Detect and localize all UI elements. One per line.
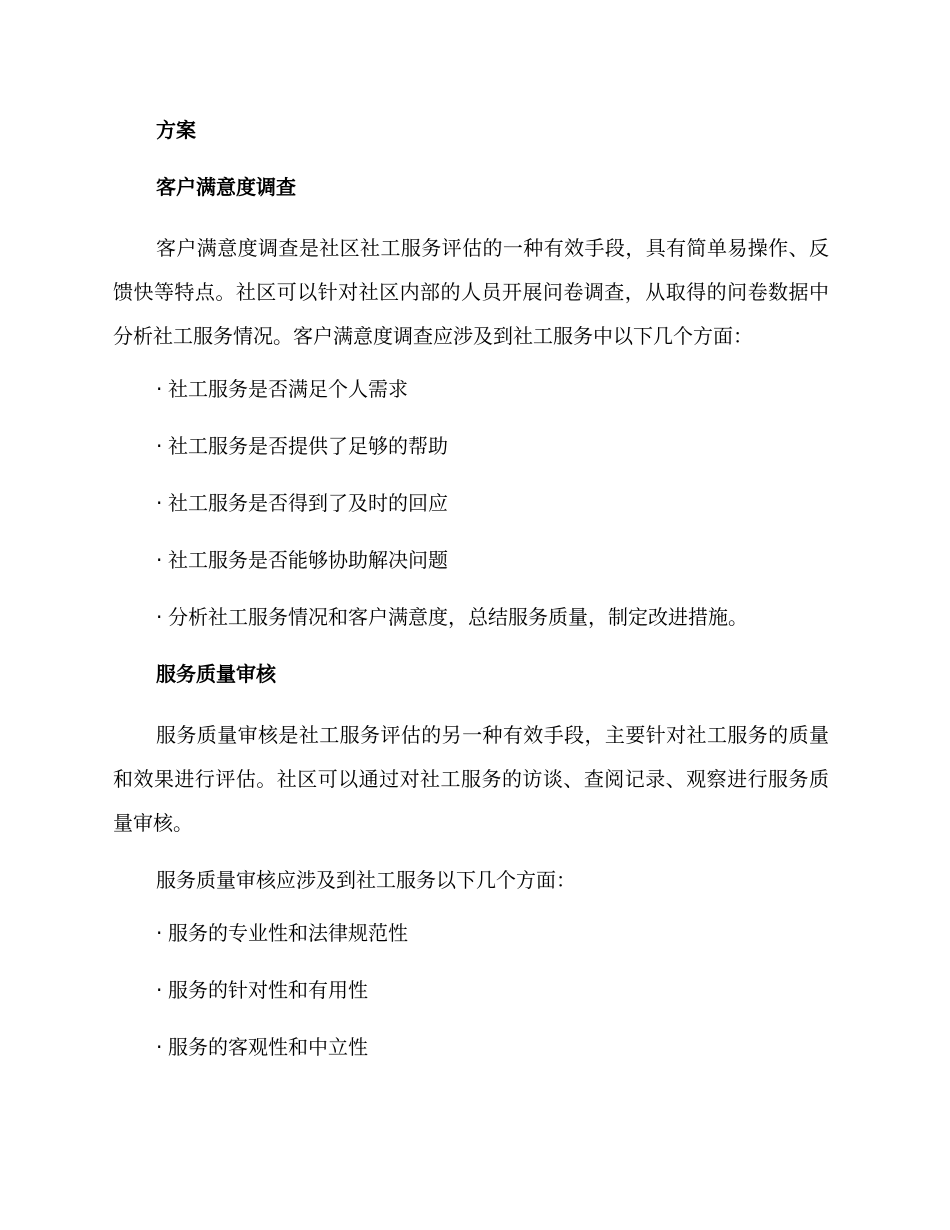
list-item (113, 972, 829, 1008)
bullet-icon: · (156, 377, 163, 401)
list-item-text: 服务的针对性和有用性 (168, 978, 368, 1002)
section-paragraph-quality-audit: 服务质量审核是社工服务评估的另一种有效手段，主要针对社工服务的质量和效果进行评估。社区可以通过对社工服务的访谈、查阅记录、观察进行服务质量审核。 (113, 723, 829, 835)
list-item-text: 社工服务是否能够协助解决问题 (168, 548, 448, 572)
heading-main: 方案 (156, 118, 196, 142)
bullet-icon: · (156, 978, 163, 1002)
list-item (113, 1029, 829, 1065)
list-item-text: 社工服务是否提供了足够的帮助 (168, 434, 448, 458)
bullet-icon: · (156, 921, 163, 945)
list-item-text: 社工服务是否得到了及时的回应 (168, 491, 448, 515)
bullet-icon: · (156, 491, 163, 515)
list-item (113, 485, 829, 521)
list-item (113, 428, 829, 464)
section-title-satisfaction-survey: 客户满意度调查 (156, 175, 296, 199)
bullet-icon: · (156, 548, 163, 572)
list-item (113, 542, 829, 578)
bullet-icon: · (156, 605, 163, 629)
bullet-icon: · (156, 434, 163, 458)
bullet-icon: · (156, 1035, 163, 1059)
list-item (113, 915, 829, 951)
section-paragraph-quality-audit-aspects: 服务质量审核应涉及到社工服务以下几个方面： (156, 868, 576, 892)
list-item (113, 599, 829, 635)
list-item (113, 371, 829, 407)
list-item-text: 分析社工服务情况和客户满意度，总结服务质量，制定改进措施。 (168, 605, 748, 629)
list-item-text: 服务的专业性和法律规范性 (168, 921, 408, 945)
section-title-quality-audit: 服务质量审核 (156, 662, 276, 686)
document-body (113, 112, 829, 1086)
section-paragraph-satisfaction-survey: 客户满意度调查是社区社工服务评估的一种有效手段，具有简单易操作、反馈快等特点。社区可以针对社区内部的人员开展问卷调查，从取得的问卷数据中分析社工服务情况。客户满意度调查应涉及到社工服务中以下几个方面： (113, 236, 829, 348)
list-item-text: 社工服务是否满足个人需求 (168, 377, 408, 401)
list-item-text: 服务的客观性和中立性 (168, 1035, 368, 1059)
